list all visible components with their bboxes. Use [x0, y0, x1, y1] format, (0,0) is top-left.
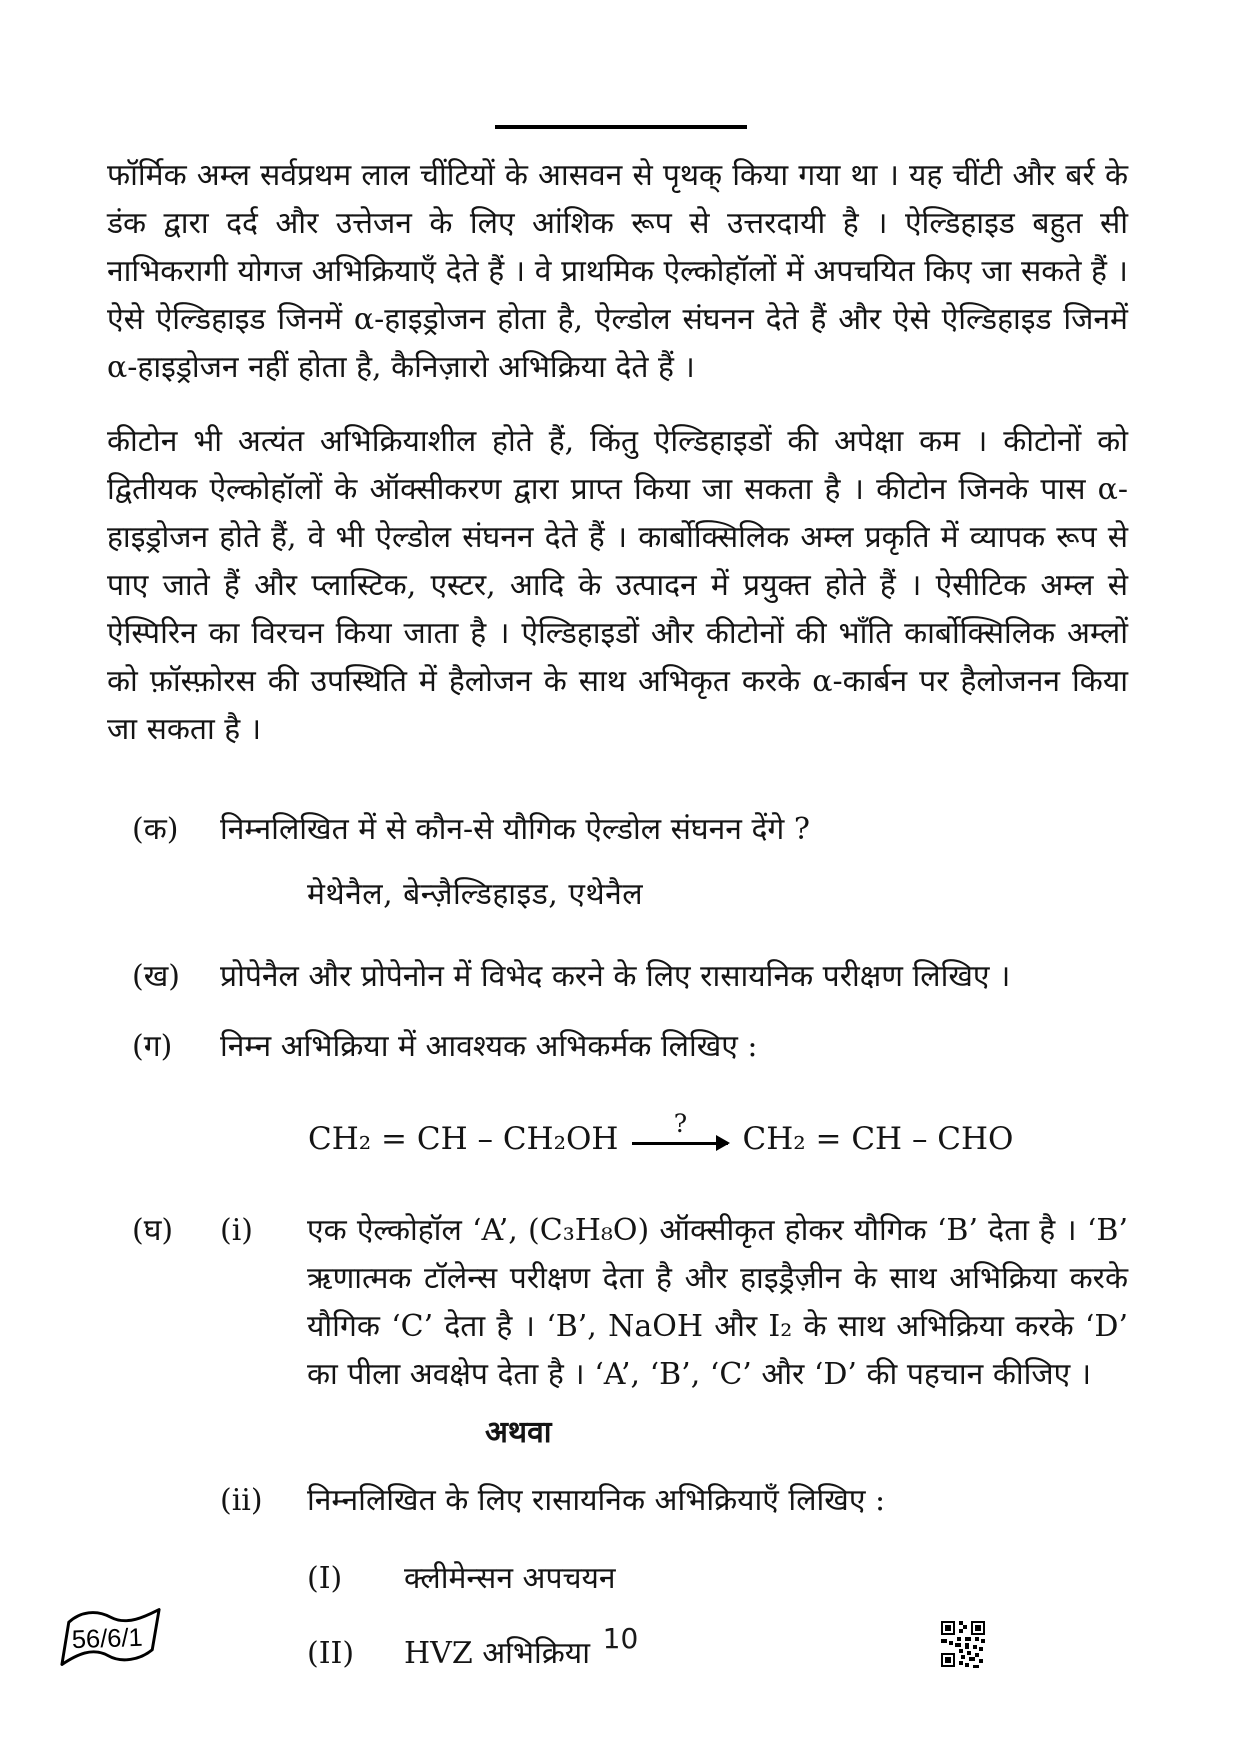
question-kha-text: प्रोपेनैल और प्रोपेनोन में विभेद करने के लिए रासायनिक परीक्षण लिखिए ।: [220, 959, 1011, 994]
equation-rhs: CH₂ = CH – CHO: [742, 1121, 1014, 1157]
sub-item-I: [307, 1555, 1128, 1603]
sub-item-I-label: (I): [307, 1561, 343, 1596]
reaction-equation: [308, 1101, 1128, 1157]
question-ka-label: (क): [132, 812, 179, 847]
or-separator: अथवा: [485, 1415, 552, 1450]
reaction-arrow: [632, 1109, 728, 1155]
sub-item-I-text: क्लीमेन्सन अपचयन: [404, 1561, 616, 1596]
reaction-arrow-icon: [632, 1142, 728, 1145]
question-ga-label: (ग): [132, 1029, 173, 1064]
question-ka-row: [107, 806, 1128, 854]
question-gha-i-label: (i): [220, 1213, 254, 1248]
question-gha-row: [107, 1207, 1128, 1399]
question-gha-i-text: एक ऐल्कोहॉल ‘A’, (C₃H₈O) ऑक्सीकृत होकर यौगिक ‘B’ देता है । ‘B’ ऋणात्मक टॉलेन्स परीक्षण देता है और हाइड्रैज़ीन के साथ अभिक्रिया करके यौगिक ‘C’ देता है । ‘B’, NaOH और I₂ के साथ अभिक्रिया करके ‘D’ का पीला अवक्षेप देता है । ‘A’, ‘B’, ‘C’ और ‘D’ की पहचान कीजिए ।: [307, 1213, 1128, 1392]
question-kha-row: [107, 953, 1128, 1001]
sub-item-II-label: (II): [307, 1636, 355, 1671]
question-gha-ii-text: निम्नलिखित के लिए रासायनिक अभिक्रियाएँ लिखिए :: [307, 1483, 886, 1518]
question-ka-compounds: मेथेनैल, बेन्ज़ैल्डिहाइड, एथेनैल: [307, 877, 644, 912]
question-gha-ii-label: (ii): [220, 1483, 263, 1518]
question-ga-text: निम्न अभिक्रिया में आवश्यक अभिकर्मक लिखिए :: [220, 1029, 758, 1064]
page-number: 10: [602, 1622, 639, 1655]
sub-item-II-text: HVZ अभिक्रिया: [404, 1636, 590, 1671]
question-kha-label: (ख): [132, 959, 180, 994]
qr-code-icon: [941, 1621, 985, 1669]
question-ga-row: [107, 1023, 1128, 1071]
intro-paragraph-2: कीटोन भी अत्यंत अभिक्रियाशील होते हैं, किंतु ऐल्डिहाइडों की अपेक्षा कम । कीटोनों को द्वितीयक ऐल्कोहॉलों के ऑक्सीकरण द्वारा प्राप्त किया जा सकता है । कीटोन जिनके पास α-हाइड्रोजन होते हैं, वे भी ऐल्डोल संघनन देते हैं । कार्बोक्सिलिक अम्ल प्रकृति में व्यापक रूप से पाए जाते हैं और प्लास्टिक, एस्टर, आदि के उत्पादन में प्रयुक्त होते हैं । ऐसीटिक अम्ल से ऐस्पिरिन का विरचन किया जाता है । ऐल्डिहाइडों और कीटोनों की भाँति कार्बोक्सिलिक अम्लों को फ़ॉस्फ़ोरस की उपस्थिति में हैलोजन के साथ अभिकृत करके α-कार्बन पर हैलोजनन किया जा सकता है ।: [107, 424, 1128, 747]
section-divider-rule: [495, 125, 747, 129]
page-content: [107, 152, 1128, 1678]
question-gha-ii-row: [107, 1477, 1128, 1525]
intro-paragraph-1: फॉर्मिक अम्ल सर्वप्रथम लाल चींटियों के आसवन से पृथक् किया गया था । यह चींटी और बर्र के डंक द्वारा दर्द और उत्तेजन के लिए आंशिक रूप से उत्तरदायी है । ऐल्डिहाइड बहुत सी नाभिकरागी योगज अभिक्रियाएँ देते हैं । वे प्राथमिक ऐल्कोहॉलों में अपचयित किए जा सकते हैं । ऐसे ऐल्डिहाइड जिनमें α-हाइड्रोजन होता है, ऐल्डोल संघनन देते हैं और ऐसे ऐल्डिहाइड जिनमें α-हाइड्रोजन नहीं होता है, कैनिज़ारो अभिक्रिया देते हैं ।: [107, 158, 1128, 385]
question-ka-text: निम्नलिखित में से कौन-से यौगिक ऐल्डोल संघनन देंगे ?: [220, 812, 810, 847]
paper-code-text: 56/6/1: [71, 1623, 144, 1655]
equation-lhs: CH₂ = CH – CH₂OH: [308, 1121, 619, 1157]
question-gha-label: (घ): [132, 1213, 174, 1248]
arrow-question-mark: ?: [673, 1109, 688, 1138]
